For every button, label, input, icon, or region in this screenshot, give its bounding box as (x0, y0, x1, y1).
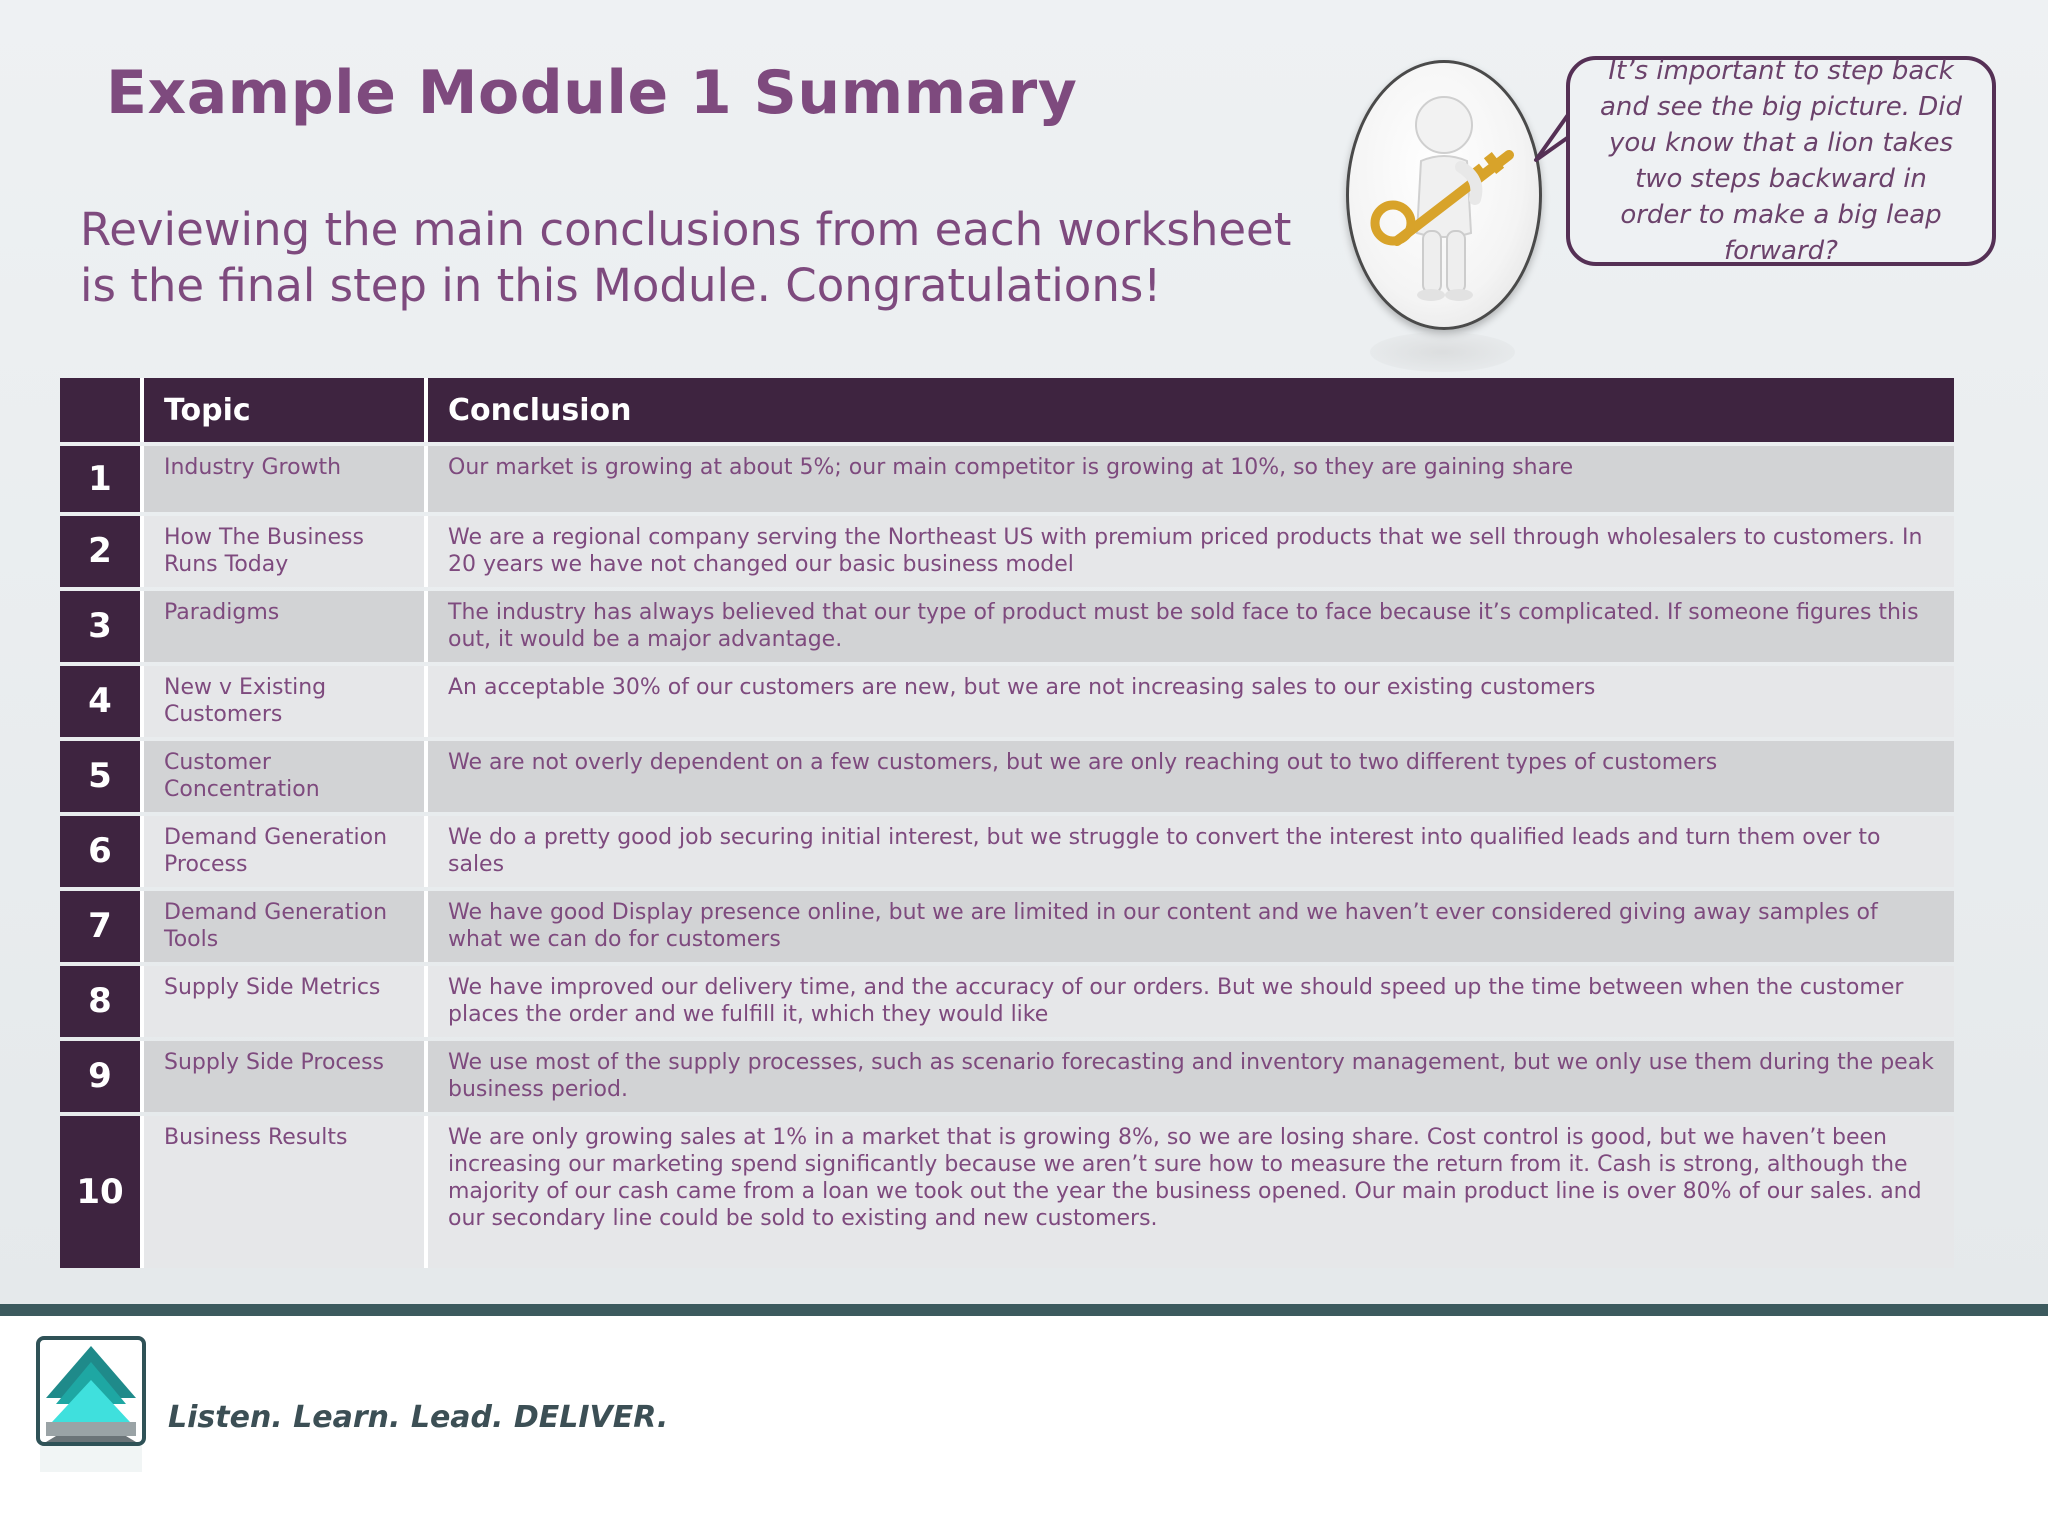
row-topic: New v Existing Customers (144, 666, 428, 737)
footer-tagline: Listen. Learn. Lead. DELIVER. (168, 1400, 669, 1435)
table-row (60, 741, 1954, 812)
row-number: 9 (60, 1041, 144, 1112)
row-number: 7 (60, 891, 144, 962)
row-topic: Supply Side Metrics (144, 966, 428, 1037)
row-topic: Supply Side Process (144, 1041, 428, 1112)
row-conclusion: We are not overly dependent on a few customers, but we are only reaching out to two different types of customers (428, 741, 1954, 812)
row-number: 4 (60, 666, 144, 737)
conclusion-column-header: Conclusion (428, 378, 1954, 442)
row-topic: Business Results (144, 1116, 428, 1268)
table-row (60, 446, 1954, 512)
table-row (60, 891, 1954, 962)
table-header-row (60, 378, 1954, 442)
row-conclusion: We are only growing sales at 1% in a market that is growing 8%, so we are losing share. Cost control is good, but we haven’t been increasing our marketing spend significantly because we aren’t sure how to measure the return from it. Cash is strong, although the majority of our cash came from a loan we took out the year the business opened. Our main product line is over 80% of our sales. and our secondary line could be sold to existing and new customers. (428, 1116, 1954, 1268)
row-topic: Customer Concentration (144, 741, 428, 812)
row-number: 6 (60, 816, 144, 887)
row-number: 2 (60, 516, 144, 587)
page-title: Example Module 1 Summary (106, 58, 1078, 128)
table-row (60, 591, 1954, 662)
table-row (60, 1116, 1954, 1268)
row-conclusion: An acceptable 30% of our customers are new, but we are not increasing sales to our existing customers (428, 666, 1954, 737)
row-number: 8 (60, 966, 144, 1037)
row-number: 5 (60, 741, 144, 812)
row-number: 3 (60, 591, 144, 662)
person-holding-key-icon (1349, 63, 1539, 327)
table-row (60, 966, 1954, 1037)
row-conclusion: We use most of the supply processes, such as scenario forecasting and inventory management, but we only use them during the peak business period. (428, 1041, 1954, 1112)
table-row (60, 816, 1954, 887)
row-topic: How The Business Runs Today (144, 516, 428, 587)
number-column-header (60, 378, 144, 442)
row-conclusion: We have good Display presence online, but we are limited in our content and we haven’t ever considered giving away samples of what we can do for customers (428, 891, 1954, 962)
table-row (60, 1041, 1954, 1112)
row-number: 1 (60, 446, 144, 512)
row-conclusion: We have improved our delivery time, and the accuracy of our orders. But we should speed up the time between when the customer places the order and we fulfill it, which they would like (428, 966, 1954, 1037)
table-row (60, 666, 1954, 737)
table-row (60, 516, 1954, 587)
summary-table (60, 374, 1954, 1272)
row-topic: Demand Generation Process (144, 816, 428, 887)
footer-divider (0, 1304, 2048, 1316)
row-topic: Industry Growth (144, 446, 428, 512)
row-topic: Demand Generation Tools (144, 891, 428, 962)
row-conclusion: We are a regional company serving the Northeast US with premium priced products that we sell through wholesalers to customers. In 20 years we have not changed our basic business model (428, 516, 1954, 587)
topic-column-header: Topic (144, 378, 428, 442)
figure-with-key-image (1346, 60, 1542, 330)
row-number: 10 (60, 1116, 144, 1268)
page-subtitle: Reviewing the main conclusions from each worksheet is the final step in this Module. Congratulations! (80, 203, 1292, 312)
row-conclusion: The industry has always believed that our type of product must be sold face to face because it’s complicated. If someone figures this out, it would be a major advantage. (428, 591, 1954, 662)
company-logo-icon (36, 1336, 146, 1476)
row-conclusion: We do a pretty good job securing initial interest, but we struggle to convert the interest into qualified leads and turn them over to sales (428, 816, 1954, 887)
speech-bubble-callout: It’s important to step back and see the big picture. Did you know that a lion takes two steps backward in order to make a big leap forward? (1566, 56, 1996, 266)
oval-reflection (1370, 332, 1515, 372)
row-topic: Paradigms (144, 591, 428, 662)
row-conclusion: Our market is growing at about 5%; our main competitor is growing at 10%, so they are gaining share (428, 446, 1954, 512)
